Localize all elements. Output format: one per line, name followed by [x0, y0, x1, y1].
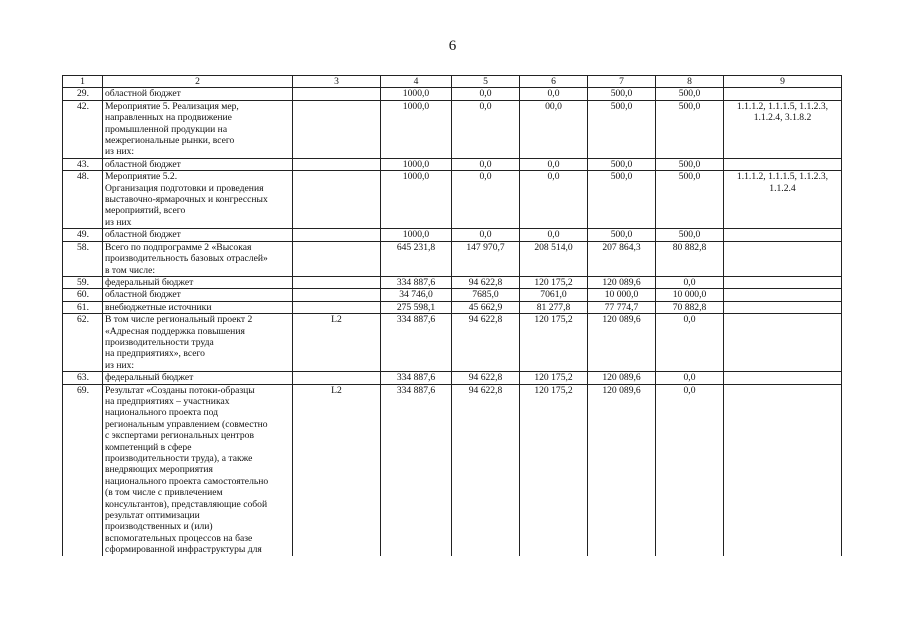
header-cell: 2: [103, 76, 293, 88]
row-value-cell: 0,0: [452, 100, 520, 158]
row-refs-cell: 1.1.1.2, 1.1.1.5, 1.1.2.3, 1.1.2.4: [724, 171, 842, 229]
row-value-cell: 334 887,6: [381, 372, 452, 384]
row-value-cell: 120 089,6: [588, 372, 656, 384]
row-value-cell: 500,0: [656, 171, 724, 229]
row-refs-cell: 1.1.1.2, 1.1.1.5, 1.1.2.3, 1.1.2.4, 3.1.8.2: [724, 100, 842, 158]
row-value-cell: 0,0: [452, 88, 520, 100]
header-cell: 4: [381, 76, 452, 88]
row-value-cell: 1000,0: [381, 158, 452, 170]
row-number-cell: 48.: [63, 171, 103, 229]
row-name-cell: областной бюджет: [103, 289, 293, 301]
table-row: [63, 100, 842, 158]
row-value-cell: 94 622,8: [452, 384, 520, 556]
row-value-cell: 120 175,2: [520, 384, 588, 556]
row-code-cell: [293, 158, 381, 170]
row-name-cell: федеральный бюджет: [103, 276, 293, 288]
row-code-cell: [293, 301, 381, 313]
row-value-cell: 0,0: [452, 171, 520, 229]
row-value-cell: 94 622,8: [452, 372, 520, 384]
row-name-cell: Мероприятие 5.2. Организация подготовки и проведения выставочно-ярмарочных и конгрессных мероприятий, всего из них: [103, 171, 293, 229]
row-value-cell: 80 882,8: [656, 241, 724, 276]
table-header-row: [63, 76, 842, 88]
row-value-cell: 0,0: [656, 276, 724, 288]
row-value-cell: 500,0: [588, 158, 656, 170]
row-value-cell: 81 277,8: [520, 301, 588, 313]
row-refs-cell: [724, 229, 842, 241]
table-row: [63, 372, 842, 384]
row-value-cell: 500,0: [656, 100, 724, 158]
row-number-cell: 60.: [63, 289, 103, 301]
row-refs-cell: [724, 301, 842, 313]
row-value-cell: 00,0: [520, 100, 588, 158]
row-number-cell: 42.: [63, 100, 103, 158]
row-code-cell: [293, 241, 381, 276]
table-row: [63, 229, 842, 241]
row-number-cell: 59.: [63, 276, 103, 288]
row-number-cell: 43.: [63, 158, 103, 170]
row-value-cell: 70 882,8: [656, 301, 724, 313]
row-value-cell: 10 000,0: [588, 289, 656, 301]
row-value-cell: 0,0: [656, 372, 724, 384]
header-cell: 3: [293, 76, 381, 88]
table-row: [63, 158, 842, 170]
table-row: [63, 289, 842, 301]
row-refs-cell: [724, 314, 842, 372]
row-value-cell: 0,0: [452, 158, 520, 170]
row-code-cell: [293, 100, 381, 158]
row-code-cell: [293, 372, 381, 384]
row-value-cell: 334 887,6: [381, 314, 452, 372]
row-name-cell: Результат «Созданы потоки-образцы на предприятиях – участниках национального проекта под региональным управлением (совместно с экспертами региональных центров компетенций в сфере производительности труда), а также внедряющих мероприятия национального проекта самостоятельно (в том числе с привлечением консультантов), представляющие собой результат оптимизации производственных и (или) вспомогательных процессов на базе сформированной инфраструктуры для: [103, 384, 293, 556]
row-code-cell: [293, 171, 381, 229]
row-name-cell: Мероприятие 5. Реализация мер, направленных на продвижение промышленной продукции на межрегиональные рынки, всего из них:: [103, 100, 293, 158]
table-row: [63, 88, 842, 100]
row-code-cell: [293, 289, 381, 301]
row-value-cell: 7061,0: [520, 289, 588, 301]
budget-table: [62, 75, 842, 556]
row-value-cell: 500,0: [656, 88, 724, 100]
row-value-cell: 500,0: [588, 100, 656, 158]
row-value-cell: 500,0: [588, 229, 656, 241]
table-row: [63, 314, 842, 372]
table-row: [63, 171, 842, 229]
row-refs-cell: [724, 88, 842, 100]
row-value-cell: 120 089,6: [588, 276, 656, 288]
row-value-cell: 0,0: [656, 384, 724, 556]
row-value-cell: 645 231,8: [381, 241, 452, 276]
row-refs-cell: [724, 241, 842, 276]
row-number-cell: 61.: [63, 301, 103, 313]
row-value-cell: 34 746,0: [381, 289, 452, 301]
row-refs-cell: [724, 384, 842, 556]
row-number-cell: 69.: [63, 384, 103, 556]
row-value-cell: 334 887,6: [381, 276, 452, 288]
row-name-cell: Всего по подпрограмме 2 «Высокая производительность базовых отраслей» в том числе:: [103, 241, 293, 276]
row-number-cell: 62.: [63, 314, 103, 372]
row-number-cell: 63.: [63, 372, 103, 384]
row-value-cell: 207 864,3: [588, 241, 656, 276]
row-value-cell: 500,0: [588, 88, 656, 100]
row-name-cell: федеральный бюджет: [103, 372, 293, 384]
row-value-cell: 7685,0: [452, 289, 520, 301]
row-value-cell: 77 774,7: [588, 301, 656, 313]
page-number: 6: [448, 38, 457, 54]
row-value-cell: 275 598,1: [381, 301, 452, 313]
row-refs-cell: [724, 372, 842, 384]
row-refs-cell: [724, 289, 842, 301]
row-code-cell: [293, 276, 381, 288]
row-value-cell: 334 887,6: [381, 384, 452, 556]
row-value-cell: 1000,0: [381, 88, 452, 100]
header-cell: 9: [724, 76, 842, 88]
row-value-cell: 500,0: [656, 158, 724, 170]
row-value-cell: 0,0: [520, 171, 588, 229]
row-value-cell: 1000,0: [381, 229, 452, 241]
table-row: [63, 301, 842, 313]
row-value-cell: 0,0: [452, 229, 520, 241]
row-value-cell: 1000,0: [381, 171, 452, 229]
row-code-cell: L2: [293, 384, 381, 556]
row-value-cell: 500,0: [656, 229, 724, 241]
row-code-cell: L2: [293, 314, 381, 372]
row-value-cell: 147 970,7: [452, 241, 520, 276]
header-cell: 1: [63, 76, 103, 88]
row-name-cell: областной бюджет: [103, 88, 293, 100]
row-value-cell: 500,0: [588, 171, 656, 229]
row-value-cell: 0,0: [520, 229, 588, 241]
row-number-cell: 58.: [63, 241, 103, 276]
row-refs-cell: [724, 276, 842, 288]
row-name-cell: внебюджетные источники: [103, 301, 293, 313]
row-code-cell: [293, 88, 381, 100]
row-code-cell: [293, 229, 381, 241]
row-value-cell: 94 622,8: [452, 314, 520, 372]
row-name-cell: областной бюджет: [103, 158, 293, 170]
table-row: [63, 276, 842, 288]
header-cell: 5: [452, 76, 520, 88]
row-name-cell: областной бюджет: [103, 229, 293, 241]
table-row: [63, 384, 842, 556]
row-value-cell: 45 662,9: [452, 301, 520, 313]
row-number-cell: 29.: [63, 88, 103, 100]
row-number-cell: 49.: [63, 229, 103, 241]
table-row: [63, 241, 842, 276]
row-value-cell: 0,0: [520, 88, 588, 100]
row-value-cell: 0,0: [656, 314, 724, 372]
row-value-cell: 10 000,0: [656, 289, 724, 301]
header-cell: 7: [588, 76, 656, 88]
row-value-cell: 120 175,2: [520, 372, 588, 384]
header-cell: 6: [520, 76, 588, 88]
row-value-cell: 0,0: [520, 158, 588, 170]
row-refs-cell: [724, 158, 842, 170]
row-value-cell: 94 622,8: [452, 276, 520, 288]
row-value-cell: 208 514,0: [520, 241, 588, 276]
row-name-cell: В том числе региональный проект 2 «Адресная поддержка повышения производительности труда на предприятиях», всего из них:: [103, 314, 293, 372]
row-value-cell: 120 175,2: [520, 276, 588, 288]
row-value-cell: 120 089,6: [588, 384, 656, 556]
header-cell: 8: [656, 76, 724, 88]
row-value-cell: 120 089,6: [588, 314, 656, 372]
row-value-cell: 1000,0: [381, 100, 452, 158]
row-value-cell: 120 175,2: [520, 314, 588, 372]
